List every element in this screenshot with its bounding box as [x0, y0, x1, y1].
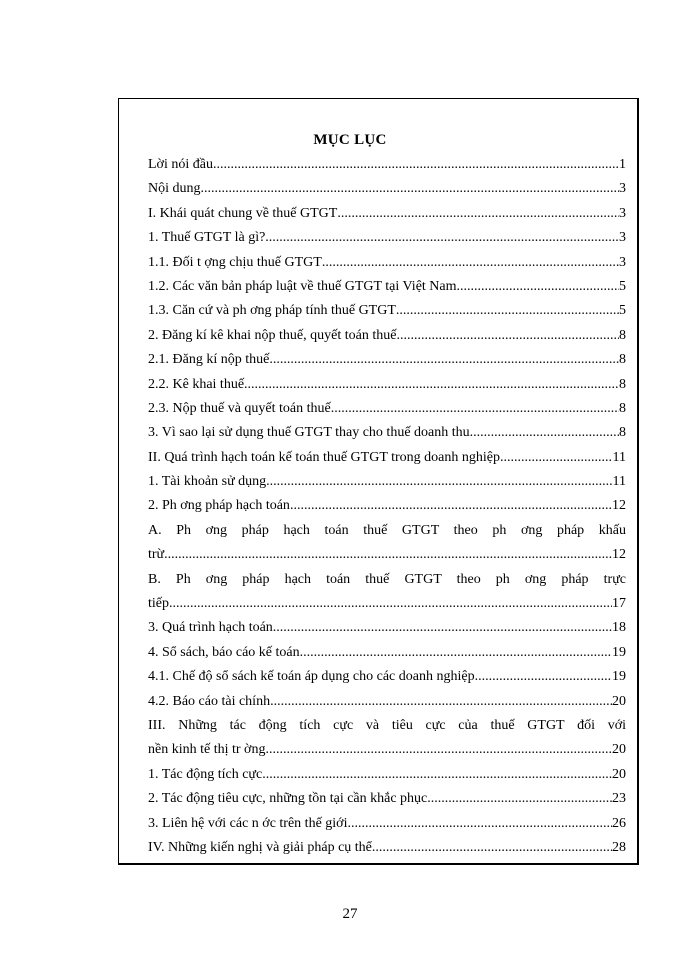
toc-entry-page: 19 [612, 644, 626, 660]
toc-entry[interactable] [148, 522, 626, 546]
dot-leader [475, 668, 612, 685]
toc-entry-label: 3. Liên hệ với các n ớc trên thế giới [148, 815, 348, 831]
toc-entry[interactable] [148, 302, 626, 326]
toc-entry-label: 1. Tài khoản sử dụng [148, 474, 267, 490]
toc-entry[interactable] [148, 644, 626, 668]
toc-entry-label: 1.3. Căn cứ và ph ơng pháp tính thuế GTGT [148, 303, 396, 319]
dot-leader [331, 400, 619, 417]
toc-entry-page: 17 [612, 596, 626, 612]
dot-leader [273, 619, 612, 636]
toc-entry[interactable] [148, 668, 626, 692]
toc-entry-label: 1. Thuế GTGT là gì? [148, 230, 266, 246]
dot-leader [427, 790, 612, 807]
dot-leader [169, 595, 612, 612]
toc-entry[interactable] [148, 424, 626, 448]
dot-leader [164, 546, 612, 563]
toc-entry-page: 20 [612, 742, 626, 758]
toc-entry-label: 3. Quá trình hạch toán [148, 620, 273, 636]
toc-entry-page: 12 [612, 498, 626, 514]
toc-entry-page: 5 [619, 303, 626, 319]
toc-entry-label: trừ [148, 547, 165, 563]
toc-entry-label: 1. Tác động tích cực [148, 766, 263, 782]
toc-entry[interactable] [148, 693, 626, 717]
dot-leader [270, 693, 612, 710]
table-of-contents [148, 156, 626, 863]
toc-entry-page: 5 [619, 278, 626, 294]
toc-entry-label: 2. Ph ơng pháp hạch toán [148, 498, 290, 514]
toc-entry[interactable] [148, 254, 626, 278]
toc-entry[interactable] [148, 327, 626, 351]
dot-leader [322, 254, 619, 271]
dot-leader [500, 449, 613, 466]
toc-entry-page: 8 [619, 376, 626, 392]
dot-leader [337, 205, 619, 222]
toc-entry-label: Nội dung [148, 181, 201, 197]
toc-entry[interactable] [148, 400, 626, 424]
toc-entry[interactable] [148, 790, 626, 814]
toc-entry[interactable] [148, 351, 626, 375]
toc-entry-label: 1.1. Đối t ợng chịu thuế GTGT [148, 254, 322, 270]
toc-entry[interactable] [148, 156, 626, 180]
toc-entry-page: 8 [619, 327, 626, 343]
toc-entry[interactable] [148, 815, 626, 839]
dot-leader [300, 644, 612, 661]
toc-entry-page: 8 [619, 425, 626, 441]
toc-entry-label: 2.1. Đăng kí nộp thuế [148, 352, 270, 368]
toc-entry-page: 8 [619, 352, 626, 368]
toc-entry[interactable] [148, 717, 626, 741]
dot-leader [265, 229, 619, 246]
dot-leader [266, 473, 612, 490]
toc-entry-page: 11 [612, 474, 626, 490]
toc-entry-label: B. Ph ơng pháp hạch toán thuế GTGT theo ph ơng pháp trực [148, 571, 626, 587]
toc-entry[interactable] [148, 571, 626, 595]
toc-entry[interactable] [148, 497, 626, 521]
toc-entry-page: 8 [619, 400, 626, 416]
dot-leader [396, 302, 619, 319]
dot-leader [290, 497, 612, 514]
dot-leader [269, 351, 619, 368]
dot-leader [470, 424, 619, 441]
dot-leader [347, 815, 612, 832]
toc-entry-label: A. Ph ơng pháp hạch toán thuế GTGT theo ph ơng pháp khấu [148, 522, 626, 538]
toc-entry[interactable] [148, 839, 626, 863]
toc-entry-page: 3 [619, 230, 626, 246]
toc-entry[interactable] [148, 229, 626, 253]
toc-entry[interactable] [148, 205, 626, 229]
toc-entry-label: 4. Sổ sách, báo cáo kế toán [148, 644, 300, 660]
toc-entry-label: 4.1. Chế độ sổ sách kế toán áp dụng cho các doanh nghiệp [148, 669, 475, 685]
toc-entry[interactable] [148, 180, 626, 204]
dot-leader [213, 156, 619, 173]
toc-entry[interactable] [148, 619, 626, 643]
dot-leader [262, 766, 612, 783]
toc-entry[interactable] [148, 473, 626, 497]
toc-entry[interactable] [148, 766, 626, 790]
page-number: 27 [342, 906, 358, 922]
toc-entry-label: nền kinh tế thị tr ờng [148, 742, 266, 758]
toc-entry-page: 26 [612, 815, 626, 831]
toc-entry[interactable] [148, 595, 626, 619]
dot-leader [457, 278, 619, 295]
toc-entry[interactable] [148, 741, 626, 765]
toc-entry-label: I. Khái quát chung về thuế GTGT [148, 205, 338, 221]
toc-entry-page: 11 [612, 449, 626, 465]
toc-entry-page: 20 [612, 766, 626, 782]
toc-entry-page: 3 [619, 181, 626, 197]
toc-entry-page: 18 [612, 620, 626, 636]
toc-entry[interactable] [148, 449, 626, 473]
toc-entry-label: 1.2. Các văn bản pháp luật về thuế GTGT tại Việt Nam [148, 278, 457, 294]
dot-leader [244, 376, 619, 393]
toc-entry-label: 2. Đăng kí kê khai nộp thuế, quyết toán thuế [148, 327, 397, 343]
toc-entry-label: IV. Những kiến nghị và giải pháp cụ thể [148, 839, 372, 855]
dot-leader [265, 741, 612, 758]
toc-entry-page: 23 [612, 791, 626, 807]
toc-entry-label: 2.2. Kê khai thuế [148, 376, 245, 392]
toc-entry-label: II. Quá trình hạch toán kế toán thuế GTGT trong doanh nghiệp [148, 449, 500, 465]
toc-entry-page: 3 [619, 254, 626, 270]
toc-entry-page: 12 [612, 547, 626, 563]
toc-entry-label: 4.2. Báo cáo tài chính [148, 693, 271, 709]
toc-entry-label: tiếp [148, 596, 169, 612]
dot-leader [201, 180, 620, 197]
toc-entry-label: III. Những tác động tích cực và tiêu cực của thuế GTGT đối với [148, 717, 626, 733]
toc-entry[interactable] [148, 278, 626, 302]
toc-entry[interactable] [148, 546, 626, 570]
toc-entry-label: Lời nói đầu [148, 157, 213, 172]
toc-entry-page: 1 [619, 157, 626, 172]
toc-title: MỤC LỤC [313, 132, 387, 148]
toc-entry-page: 20 [612, 693, 626, 709]
toc-entry-label: 2.3. Nộp thuế và quyết toán thuế [148, 400, 331, 416]
toc-entry-label: 2. Tác động tiêu cực, những tồn tại cần khắc phục [148, 791, 428, 807]
toc-entry-label: 3. Vì sao lại sử dụng thuế GTGT thay cho thuế doanh thu [148, 425, 470, 441]
toc-entry-page: 19 [612, 669, 626, 685]
dot-leader [372, 839, 612, 856]
toc-entry-page: 28 [612, 839, 626, 855]
toc-entry-page: 3 [619, 205, 626, 221]
dot-leader [396, 327, 619, 344]
toc-entry[interactable] [148, 376, 626, 400]
